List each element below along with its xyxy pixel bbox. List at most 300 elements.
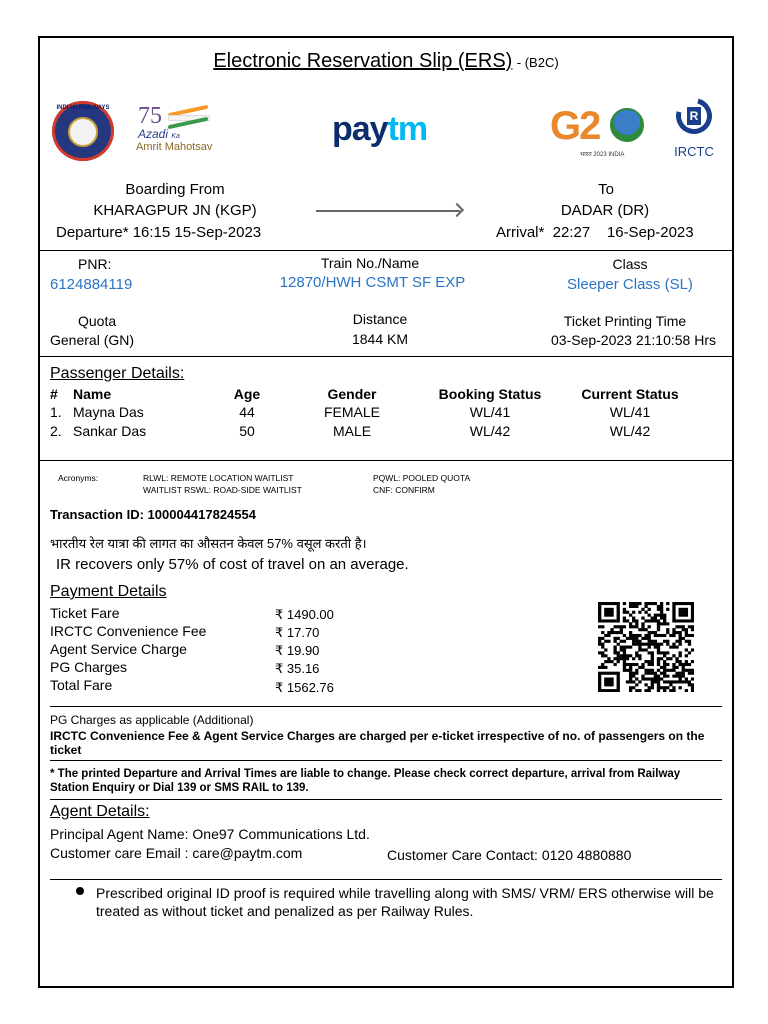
qr-module (688, 643, 691, 646)
to-station: DADAR (DR) (560, 202, 650, 219)
qr-module (638, 680, 641, 683)
qr-module (682, 602, 685, 605)
qr-module (601, 637, 604, 640)
qr-module (620, 640, 623, 643)
qr-module (691, 672, 694, 675)
qr-module (666, 663, 669, 666)
qr-module (657, 686, 660, 689)
qr-module (654, 617, 657, 620)
qr-module (598, 617, 601, 620)
divider (50, 706, 722, 707)
qr-module (691, 611, 694, 614)
qr-module (657, 643, 660, 646)
qr-module (620, 646, 623, 649)
qr-module (660, 605, 663, 608)
class-value: Sleeper Class (SL) (567, 276, 693, 293)
qr-module (598, 666, 601, 669)
qr-module (626, 669, 629, 672)
payment-details-heading: Payment Details (50, 583, 167, 600)
from-station: KHARAGPUR JN (KGP) (93, 202, 257, 219)
qr-module (607, 614, 610, 617)
qr-module (682, 637, 685, 640)
qr-module (691, 669, 694, 672)
qr-module (657, 675, 660, 678)
qr-module (675, 660, 678, 663)
qr-module (632, 605, 635, 608)
qr-module (607, 634, 610, 637)
qr-module (648, 660, 651, 663)
qr-module (601, 654, 604, 657)
g20-subtitle: भारत 2023 INDIA (580, 152, 625, 158)
qr-module (635, 619, 638, 622)
qr-module (682, 666, 685, 669)
row-index: 2. (50, 423, 62, 439)
qr-module (607, 689, 610, 692)
divider (40, 356, 732, 357)
boarding-from-label: Boarding From (125, 181, 225, 198)
qr-module (604, 666, 607, 669)
qr-module (660, 651, 663, 654)
qr-module (617, 602, 620, 605)
qr-module (685, 619, 688, 622)
qr-module (641, 677, 644, 680)
qr-module (657, 660, 660, 663)
qr-module (675, 631, 678, 634)
qr-module (663, 654, 666, 657)
qr-module (598, 680, 601, 683)
qr-module (604, 611, 607, 614)
qr-module (607, 683, 610, 686)
azadi-ka-amrit-mahotsav-logo (136, 103, 236, 159)
qr-module (617, 643, 620, 646)
qr-module (657, 683, 660, 686)
qr-module (691, 614, 694, 617)
payment-value: ₹ 35.16 (275, 661, 320, 676)
qr-module (635, 637, 638, 640)
qr-module (663, 619, 666, 622)
qr-module (663, 651, 666, 654)
qr-module (651, 643, 654, 646)
qr-module (648, 625, 651, 628)
qr-module (672, 669, 675, 672)
qr-module (685, 608, 688, 611)
qr-module (604, 648, 607, 651)
qr-module (675, 602, 678, 605)
qr-module (629, 666, 632, 669)
qr-module (641, 628, 644, 631)
qr-module (617, 619, 620, 622)
qr-module (672, 608, 675, 611)
qr-module (641, 608, 644, 611)
qr-module (669, 680, 672, 683)
qr-module (617, 651, 620, 654)
qr-module (629, 689, 632, 692)
qr-module (607, 611, 610, 614)
qr-module (607, 619, 610, 622)
paytm-pay-text: pay (332, 110, 388, 148)
booking-status: WL/41 (469, 404, 511, 420)
qr-module (648, 689, 651, 692)
qr-module (610, 608, 613, 611)
qr-module (623, 602, 626, 605)
qr-module (682, 614, 685, 617)
qr-module (641, 663, 644, 666)
qr-module (610, 672, 613, 675)
qr-module (682, 611, 685, 614)
agent-details-heading: Agent Details: (50, 803, 150, 820)
current-status: WL/41 (609, 404, 651, 420)
qr-module (672, 666, 675, 669)
qr-module (657, 634, 660, 637)
qr-module (660, 686, 663, 689)
qr-module (613, 672, 616, 675)
qr-module (623, 619, 626, 622)
qr-module (675, 680, 678, 683)
qr-module (685, 628, 688, 631)
qr-module (688, 640, 691, 643)
qr-module (672, 628, 675, 631)
qr-module (604, 672, 607, 675)
qr-module (679, 675, 682, 678)
qr-module (607, 677, 610, 680)
azadi-text: Azadi (138, 127, 169, 141)
qr-module (638, 602, 641, 605)
qr-module (688, 602, 691, 605)
qr-module (654, 634, 657, 637)
qr-module (604, 654, 607, 657)
qr-module (641, 637, 644, 640)
qr-module (644, 648, 647, 651)
qr-module (629, 686, 632, 689)
qr-module (651, 686, 654, 689)
qr-module (641, 648, 644, 651)
qr-module (666, 680, 669, 683)
qr-code-icon (598, 602, 694, 692)
qr-module (644, 677, 647, 680)
qr-module (617, 675, 620, 678)
printing-value: 03-Sep-2023 21:10:58 Hrs (551, 332, 716, 348)
qr-module (682, 672, 685, 675)
qr-module (598, 608, 601, 611)
qr-module (657, 646, 660, 649)
qr-module (629, 602, 632, 605)
passenger-name: Mayna Das (73, 404, 144, 420)
qr-module (688, 651, 691, 654)
qr-module (613, 657, 616, 660)
pnr-value: 6124884119 (50, 276, 133, 293)
timing-change-note: * The printed Departure and Arrival Times are liable to change. Please check correct departure, arrival from Railway Station Enquiry or Dial 139 or SMS RAIL to 139. (50, 768, 681, 794)
qr-module (666, 608, 669, 611)
qr-module (688, 663, 691, 666)
qr-module (685, 689, 688, 692)
qr-module (685, 634, 688, 637)
qr-module (663, 672, 666, 675)
qr-module (604, 619, 607, 622)
qr-module (617, 654, 620, 657)
qr-module (638, 648, 641, 651)
qr-module (610, 689, 613, 692)
qr-module (648, 631, 651, 634)
qr-module (635, 640, 638, 643)
qr-module (691, 648, 694, 651)
qr-module (691, 689, 694, 692)
qr-module (657, 689, 660, 692)
transaction-id: Transaction ID: 100004417824554 (50, 507, 256, 522)
qr-module (663, 614, 666, 617)
qr-module (638, 640, 641, 643)
qr-module (669, 646, 672, 649)
class-label: Class (612, 256, 648, 272)
qr-module (638, 689, 641, 692)
passenger-details-heading: Passenger Details: (50, 365, 185, 382)
qr-module (629, 637, 632, 640)
azadi-ka-text: Ka (171, 133, 180, 140)
customer-care-contact: Customer Care Contact: 0120 4880880 (387, 847, 632, 863)
qr-module (663, 689, 666, 692)
qr-module (632, 617, 635, 620)
divider (50, 799, 722, 800)
qr-module (644, 619, 647, 622)
qr-module (635, 602, 638, 605)
qr-module (610, 660, 613, 663)
qr-module (629, 677, 632, 680)
qr-module (641, 617, 644, 620)
amrit-text: Amrit (136, 141, 162, 153)
qr-module (598, 619, 601, 622)
qr-module (663, 663, 666, 666)
qr-module (644, 611, 647, 614)
qr-module (666, 675, 669, 678)
qr-module (598, 605, 601, 608)
qr-module (598, 686, 601, 689)
qr-module (638, 611, 641, 614)
qr-module (604, 677, 607, 680)
qr-module (629, 680, 632, 683)
qr-module (679, 631, 682, 634)
qr-module (679, 608, 682, 611)
acronym-cnf: CNF: CONFIRM (373, 485, 435, 495)
qr-module (641, 666, 644, 669)
qr-module (651, 602, 654, 605)
qr-module (648, 608, 651, 611)
qr-module (679, 637, 682, 640)
qr-module (620, 628, 623, 631)
qr-module (654, 640, 657, 643)
qr-module (598, 677, 601, 680)
qr-module (666, 602, 669, 605)
qr-module (607, 660, 610, 663)
qr-module (604, 689, 607, 692)
qr-module (648, 686, 651, 689)
qr-module (657, 614, 660, 617)
payment-label: PG Charges (50, 659, 128, 675)
qr-module (610, 677, 613, 680)
acronym-pqwl: PQWL: POOLED QUOTA (373, 473, 471, 483)
passenger-gender: MALE (332, 423, 372, 439)
qr-module (675, 657, 678, 660)
qr-module (617, 614, 620, 617)
qr-module (620, 625, 623, 628)
qr-module (669, 683, 672, 686)
qr-module (635, 677, 638, 680)
qr-module (651, 660, 654, 663)
qr-module (598, 689, 601, 692)
qr-module (601, 663, 604, 666)
qr-module (672, 646, 675, 649)
qr-module (685, 640, 688, 643)
qr-module (651, 657, 654, 660)
qr-module (604, 634, 607, 637)
qr-module (672, 605, 675, 608)
distance-value: 1844 KM (351, 331, 409, 347)
qr-module (620, 654, 623, 657)
qr-module (626, 680, 629, 683)
qr-module (672, 675, 675, 678)
qr-module (675, 619, 678, 622)
qr-module (666, 631, 669, 634)
qr-module (623, 646, 626, 649)
qr-module (601, 643, 604, 646)
qr-module (682, 663, 685, 666)
qr-module (663, 675, 666, 678)
qr-module (620, 631, 623, 634)
qr-module (610, 631, 613, 634)
qr-module (613, 640, 616, 643)
qr-module (666, 686, 669, 689)
qr-module (666, 643, 669, 646)
quota-value: General (GN) (50, 332, 135, 348)
qr-module (604, 608, 607, 611)
qr-module (617, 608, 620, 611)
qr-module (635, 625, 638, 628)
payment-value: ₹ 1562.76 (275, 680, 334, 695)
qr-module (641, 643, 644, 646)
qr-module (632, 625, 635, 628)
qr-module (613, 619, 616, 622)
qr-module (617, 683, 620, 686)
qr-module (638, 657, 641, 660)
qr-module (604, 602, 607, 605)
g20-logo (550, 104, 650, 160)
qr-module (607, 640, 610, 643)
qr-module (672, 634, 675, 637)
col-gender-header: Gender (327, 386, 377, 402)
qr-module (629, 663, 632, 666)
qr-module (598, 611, 601, 614)
qr-module (613, 631, 616, 634)
qr-module (635, 663, 638, 666)
qr-module (691, 617, 694, 620)
qr-module (669, 657, 672, 660)
qr-module (672, 643, 675, 646)
divider (50, 879, 722, 880)
qr-module (601, 666, 604, 669)
qr-module (688, 625, 691, 628)
title-suffix: - (B2C) (516, 55, 559, 70)
qr-module (648, 602, 651, 605)
qr-module (635, 654, 638, 657)
qr-module (598, 675, 601, 678)
qr-module (657, 605, 660, 608)
qr-module (651, 669, 654, 672)
qr-module (663, 669, 666, 672)
qr-module (629, 631, 632, 634)
qr-module (604, 640, 607, 643)
qr-module (623, 657, 626, 660)
printing-label: Ticket Printing Time (563, 313, 687, 329)
qr-module (663, 617, 666, 620)
qr-module (623, 660, 626, 663)
qr-module (644, 669, 647, 672)
qr-module (651, 654, 654, 657)
qr-module (648, 643, 651, 646)
qr-module (654, 672, 657, 675)
divider (40, 460, 732, 461)
qr-module (623, 651, 626, 654)
qr-module (651, 631, 654, 634)
qr-module (682, 675, 685, 678)
qr-module (632, 663, 635, 666)
qr-module (635, 622, 638, 625)
paytm-tm-text: tm (387, 110, 428, 148)
row-index: 1. (50, 404, 62, 420)
divider (50, 760, 722, 761)
qr-module (675, 625, 678, 628)
qr-module (648, 634, 651, 637)
qr-module (623, 663, 626, 666)
qr-module (657, 628, 660, 631)
qr-module (682, 625, 685, 628)
qr-module (644, 660, 647, 663)
qr-module (657, 680, 660, 683)
qr-module (648, 640, 651, 643)
qr-module (685, 680, 688, 683)
qr-module (679, 686, 682, 689)
qr-module (632, 637, 635, 640)
qr-module (620, 648, 623, 651)
qr-module (626, 646, 629, 649)
qr-module (617, 657, 620, 660)
qr-module (688, 672, 691, 675)
qr-module (623, 611, 626, 614)
col-age-header: Age (233, 386, 261, 402)
qr-module (648, 619, 651, 622)
qr-module (688, 619, 691, 622)
qr-module (617, 680, 620, 683)
qr-module (617, 637, 620, 640)
qr-module (651, 672, 654, 675)
qr-module (672, 602, 675, 605)
qr-module (648, 672, 651, 675)
departure-time: Departure* 16:15 15-Sep-2023 (56, 224, 262, 241)
qr-module (669, 634, 672, 637)
qr-module (682, 608, 685, 611)
qr-module (669, 669, 672, 672)
qr-module (672, 614, 675, 617)
qr-module (651, 680, 654, 683)
to-label: To (598, 181, 614, 198)
qr-module (626, 637, 629, 640)
qr-module (657, 651, 660, 654)
qr-module (648, 614, 651, 617)
azadi-number: 75 (138, 103, 162, 129)
qr-module (679, 654, 682, 657)
qr-module (648, 637, 651, 640)
qr-module (666, 640, 669, 643)
qr-module (691, 608, 694, 611)
qr-module (679, 619, 682, 622)
qr-module (682, 669, 685, 672)
